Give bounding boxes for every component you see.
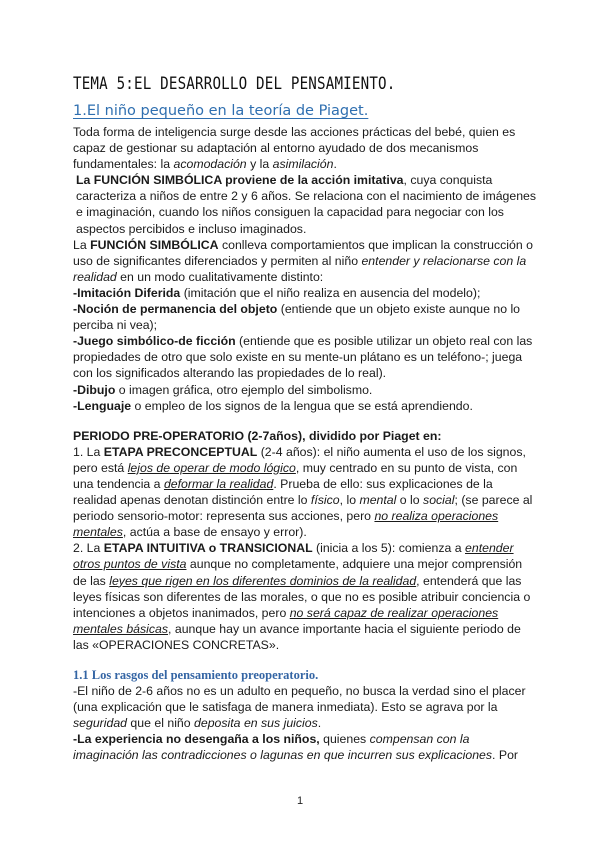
underlined-phrase: deformar la realidad	[163, 476, 274, 491]
text-run: quienes	[319, 732, 370, 747]
text-run: o lo	[396, 493, 424, 508]
text-run: , cuya conquista caracteriza a niños de entre 2 y 6 años. Se relaciona con el nacimiento de imágenes e imaginación, cuando los niños consiguen la capacidad para negociar con los aspectos percibidos e incluso imaginados.	[76, 173, 537, 236]
term-acomodacion: acomodación	[173, 157, 247, 172]
italic-term: físico	[310, 493, 340, 508]
bold-heading-run: La FUNCIÓN SIMBÓLICA proviene de la acción imitativa	[76, 173, 404, 188]
paragraph-etapa-intuitiva	[73, 540, 537, 653]
list-item-text: o imagen gráfica, otro ejemplo del simbolismo.	[115, 382, 373, 397]
list-item	[73, 382, 537, 398]
text-run: . Prueba de ello: sus explicaciones de la realidad apenas denotan distinción entre lo	[73, 476, 493, 508]
underlined-phrase: leyes que rigen en los diferentes dominios de la realidad	[109, 573, 417, 588]
paragraph-funcion-simbolica-2	[73, 237, 537, 285]
text-run: ; (se parece al periodo sensorio-motor: representa sus acciones, pero	[73, 493, 533, 524]
list-item-term: -Imitación Diferida	[73, 285, 181, 300]
underlined-phrase: lejos de operar de modo lógico	[127, 460, 296, 475]
periodo-heading: PERIODO PRE-OPERATORIO (2-7años), dividido por Piaget en:	[73, 428, 442, 443]
list-item	[73, 301, 537, 333]
paragraph-rasgos-2	[73, 731, 537, 763]
underlined-phrase: no será capaz de realizar operaciones mentales básicas	[73, 605, 499, 636]
underlined-phrase: no realiza operaciones mentales	[73, 509, 499, 540]
text-run: , entenderá que las leyes físicas son diferentes de las morales, o que no es posible atribuir conciencia o intenciones a objetos inanimados, pero	[73, 573, 531, 620]
bold-heading-run: -La experiencia no desengaña a los niños,	[73, 732, 320, 747]
list-item-text: (entiende que es posible utilizar un objeto real con las propiedades de otro que solo existe en su mente-un plátano es un teléfono-; juega con los significados alterando las propiedades de lo real).	[73, 334, 533, 381]
bold-term: ETAPA INTUITIVA o TRANSICIONAL	[103, 541, 313, 556]
underlined-phrase: entender otros puntos de vista	[73, 541, 514, 572]
paragraph-etapa-preconceptual	[73, 444, 537, 541]
text-run: . Por	[492, 748, 519, 763]
list-item-term: -Dibujo	[73, 382, 116, 397]
text-run: -El niño de 2-6 años no es un adulto en pequeño, no busca la verdad sino el placer (una explicación que le satisfaga de manera inmediata). Esto se agrava por la	[73, 684, 526, 715]
paragraph-intro	[73, 124, 537, 172]
text-run: .	[333, 157, 337, 172]
text-run: aunque no completamente, adquiere una mejor comprensión de las	[73, 557, 523, 588]
text-run: (inicia a los 5): comienza a	[312, 541, 466, 556]
text-run: , muy centrado en su punto de vista, con una tendencia a	[73, 460, 518, 491]
paragraph-rasgos-1	[73, 683, 537, 731]
text-run: .	[317, 716, 322, 731]
text-run: , aunque hay un avance importante hacia el siguiente periodo de las «OPERACIONES CONCRETAS».	[73, 621, 521, 652]
page-number: 1	[296, 795, 304, 807]
section-subtitle: 1.El niño pequeño en la teoría de Piaget.	[73, 103, 369, 119]
text-run: La	[73, 237, 91, 252]
page-title: TEMA 5:EL DESARROLLO DEL PENSAMIENTO.	[73, 74, 396, 93]
list-item-text: (entiende que un objeto existe aunque no lo perciba ni vea);	[73, 302, 521, 333]
text-run: en un modo cualitativamente distinto:	[116, 269, 324, 284]
list-item-term: -Juego simbólico-de ficción	[73, 334, 236, 349]
term-asimilacion: asimilación	[272, 157, 334, 172]
list-item-term: -Lenguaje	[73, 398, 132, 413]
list-item	[73, 333, 537, 381]
text-run: conlleva comportamientos que implican la construcción o uso de significantes diferenciados y permiten al niño	[73, 237, 533, 268]
list-item	[73, 398, 537, 414]
paragraph-funcion-simbolica	[73, 172, 537, 236]
text-run: (2-4 años): el niño aumenta el uso de los signos, pero está	[73, 444, 526, 475]
document-body	[73, 124, 537, 764]
bold-term: FUNCIÓN SIMBÓLICA	[90, 237, 219, 252]
italic-term: deposita en sus juicios	[194, 716, 318, 731]
spacer	[73, 414, 537, 428]
bold-term: ETAPA PRECONCEPTUAL	[103, 444, 258, 459]
spacer	[73, 653, 537, 667]
italic-phrase: compensan con la imaginación las contradicciones o lagunas en que incurren sus explicaciones	[73, 732, 493, 763]
text-run: 2. La	[73, 541, 104, 556]
text-run: Toda forma de inteligencia surge desde las acciones prácticas del bebé, quien es capaz de gestionar su adaptación al entorno ayudado de dos mecanismos fundamentales: la	[73, 125, 516, 172]
italic-term: mental	[359, 493, 397, 508]
text-run: y la	[246, 157, 273, 172]
text-run: , lo	[339, 493, 360, 508]
italic-term: entender y relacionarse con la realidad	[73, 253, 527, 284]
text-run: 1. La	[73, 444, 104, 459]
italic-term: seguridad	[73, 716, 128, 731]
text-run: , actúa a base de ensayo y error).	[122, 525, 307, 540]
italic-term: social	[423, 493, 455, 508]
list-item	[73, 285, 537, 301]
section-1-1-heading: 1.1 Los rasgos del pensamiento preoperatorio.	[73, 668, 319, 682]
text-run: que el niño	[127, 716, 195, 731]
list-item-text: o empleo de los signos de la lengua que se está aprendiendo.	[131, 398, 473, 413]
list-item-term: -Noción de permanencia del objeto	[73, 302, 278, 317]
list-item-text: (imitación que el niño realiza en ausencia del modelo);	[180, 285, 481, 300]
